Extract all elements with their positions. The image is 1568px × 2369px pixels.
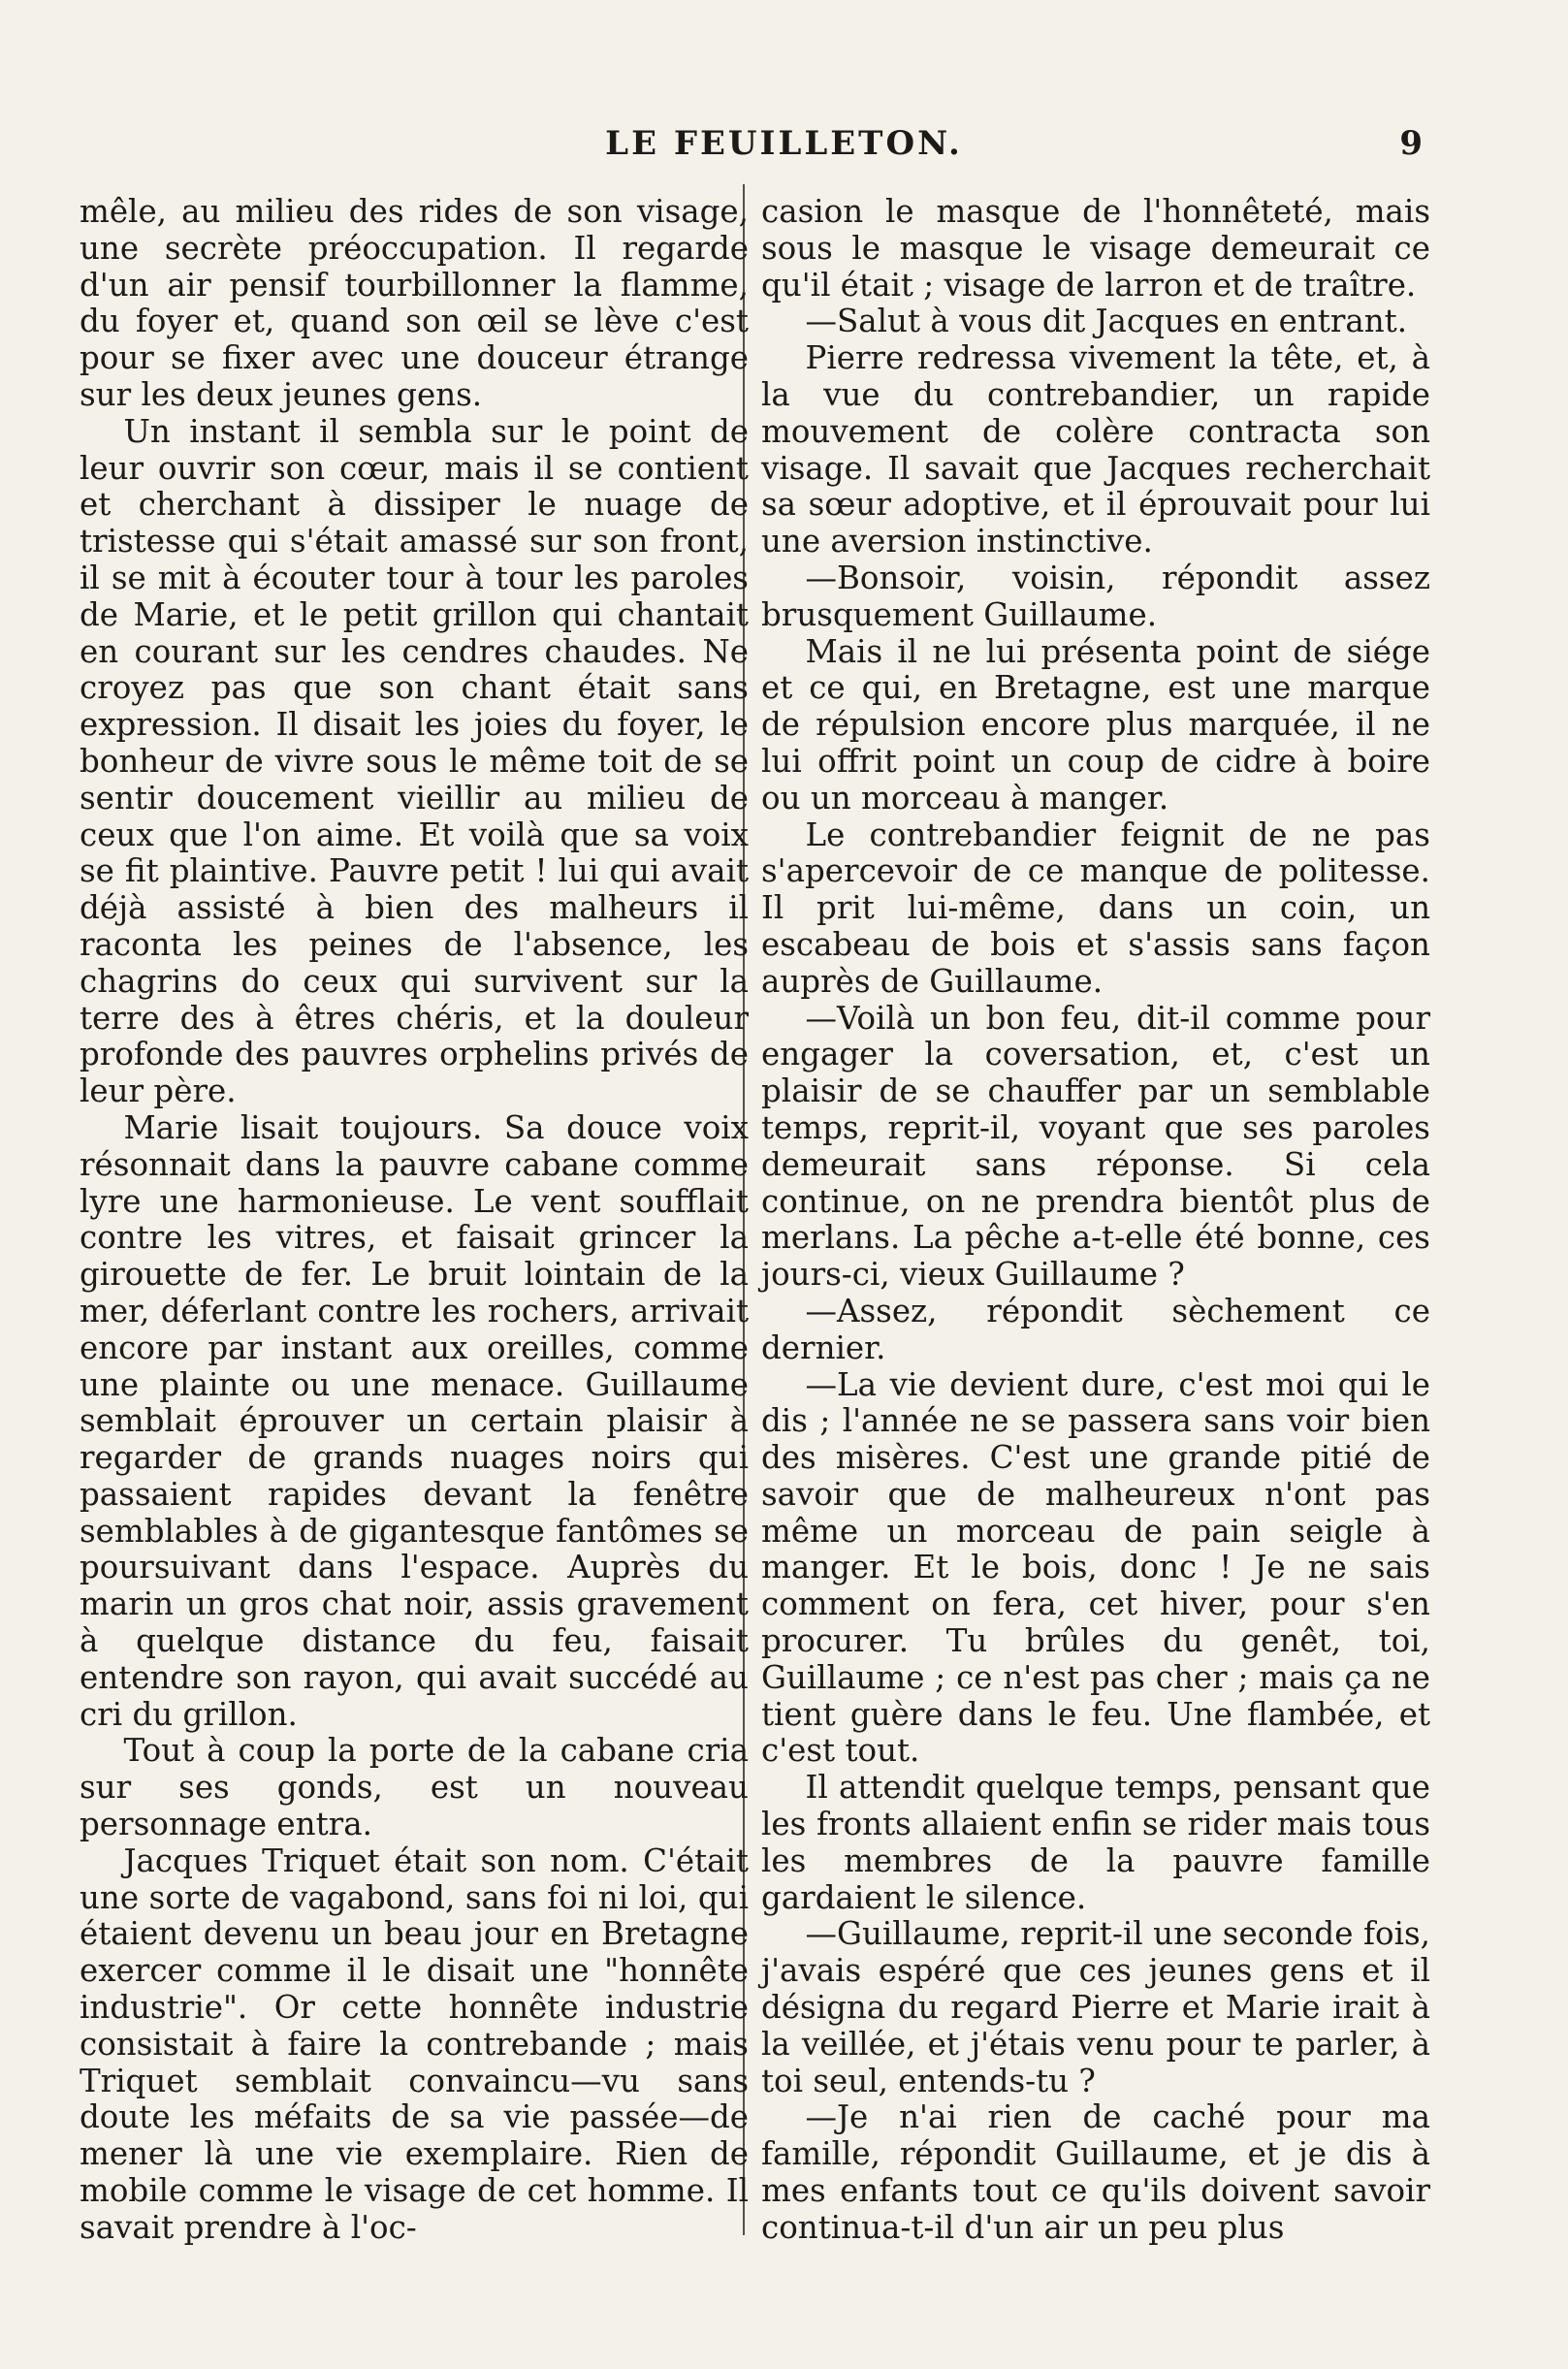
paragraph: —La vie devient dure, c'est moi qui le dis ; l'année ne se passera sans voir bien des misères. C'est une grande pitié de savoir que de malheureux n'ont pas même un morceau de pain seigle à manger. Et le bois, donc ! Je ne sais comment on fera, cet hiver, pour s'en procurer. Tu brûles du genêt, toi, Guillaume ; ce n'est pas cher ; mais ça ne tient guère dans le feu. Une flambée, et c'est tout.	[761, 1365, 1430, 1770]
page-number: 9	[1399, 124, 1423, 163]
paragraph: —Assez, répondit sèchement ce dernier.	[761, 1292, 1430, 1366]
paragraph: Tout à coup la porte de la cabane cria sur ses gonds, est un nouveau personnage entra.	[80, 1732, 749, 1843]
paragraph: —Salut à vous dit Jacques en entrant.	[805, 303, 1408, 340]
paragraph: Mais il ne lui présenta point de siége et ce qui, en Bretagne, est une marque de répulsion encore plus marquée, il ne lui offrit point un coup de cidre à boire ou un morceau à manger.	[761, 632, 1430, 816]
paragraph: —Bonsoir, voisin, répondit assez brusquement Guillaume.	[761, 559, 1430, 633]
paragraph: Le contrebandier feignit de ne pas s'apercevoir de ce manque de politesse. Il prit lui-même, dans un coin, un escabeau de bois et s'assis sans façon auprès de Guillaume.	[761, 816, 1430, 1000]
right-column	[761, 194, 1430, 2247]
running-title: LE FEUILLETON.	[605, 124, 963, 163]
paragraph: Un instant il sembla sur le point de leur ouvrir son cœur, mais il se contient et cherchant à dissiper le nuage de tristesse qui s'était amassé sur son front, il se mit à écouter tour à tour les paroles de Marie, et le petit grillon qui chantait en courant sur les cendres chaudes. Ne croyez pas que son chant était sans expression. Il disait les joies du foyer, le bonheur de vivre sous le même toit de se sentir doucement vieillir au milieu de ceux que l'on aime. Et voilà que sa voix se fit plaintive. Pauvre petit ! lui qui avait déjà assisté à bien des malheurs il raconta les peines de l'absence, les chagrins do ceux qui survivent sur la terre des à êtres chéris, et la douleur profonde des pauvres orphelins privés de leur père.	[80, 412, 749, 1110]
paragraph: Pierre redressa vivement la tête, et, à la vue du contrebandier, un rapide mouvement de colère contracta son visage. Il savait que Jacques recherchait sa sœur adoptive, et il éprouvait pour lui une aversion instinctive.	[761, 339, 1430, 560]
paragraph: Marie lisait toujours. Sa douce voix résonnait dans la pauvre cabane comme lyre une harmonieuse. Le vent soufflait contre les vitres, et faisait grincer la girouette de fer. Le bruit lointain de la mer, déferlant contre les rochers, arrivait encore par instant aux oreilles, comme une plainte ou une menace. Guillaume semblait éprouver un certain plaisir à regarder de grands nuages noirs qui passaient rapides devant la fenêtre semblables à de gigantesque fantômes se poursuivant dans l'espace. Auprès du marin un gros chat noir, assis gravement à quelque distance du feu, faisait entendre son rayon, qui avait succédé au cri du grillon.	[80, 1108, 749, 1733]
left-column	[80, 194, 749, 2247]
paragraph: —Guillaume, reprit-il une seconde fois, j'avais espéré que ces jeunes gens et il désigna du regard Pierre et Marie irait à la veillée, et j'étais venu pour te parler, à toi seul, entends-tu ?	[761, 1915, 1430, 2099]
paragraph: Jacques Triquet était son nom. C'était une sorte de vagabond, sans foi ni loi, qui étaient devenu un beau jour en Bretagne exercer comme il le disait une "honnête industrie". Or cette honnête industrie consistait à faire la contrebande ; mais Triquet semblait convaincu—vu sans doute les méfaits de sa vie passée—de mener là une vie exemplaire. Rien de mobile comme le visage de cet homme. Il savait prendre à l'oc-	[80, 1841, 749, 2246]
paragraph: mêle, au milieu des rides de son visage, une secrète préoccupation. Il regarde d'un air pensif tourbillonner la flamme, du foyer et, quand son œil se lève c'est pour se fixer avec une douceur étrange sur les deux jeunes gens.	[80, 193, 749, 413]
paragraph: —Voilà un bon feu, dit-il comme pour engager la coversation, et, c'est un plaisir de se chauffer par un semblable temps, reprit-il, voyant que ses paroles demeurait sans réponse. Si cela continue, on ne prendra bientôt plus de merlans. La pêche a-t-elle été bonne, ces jours-ci, vieux Guillaume ?	[761, 999, 1430, 1294]
paragraph: Il attendit quelque temps, pensant que les fronts allaient enfin se rider mais tous les membres de la pauvre famille gardaient le silence.	[761, 1769, 1430, 1916]
paragraph: casion le masque de l'honnêteté, mais sous le masque le visage demeurait ce qu'il était ; visage de larron et de traître.	[761, 193, 1430, 304]
paragraph: —Je n'ai rien de caché pour ma famille, répondit Guillaume, et je dis à mes enfants tout ce qu'ils doivent savoir continua-t-il d'un air un peu plus	[761, 2098, 1430, 2246]
page-header	[0, 124, 1568, 173]
